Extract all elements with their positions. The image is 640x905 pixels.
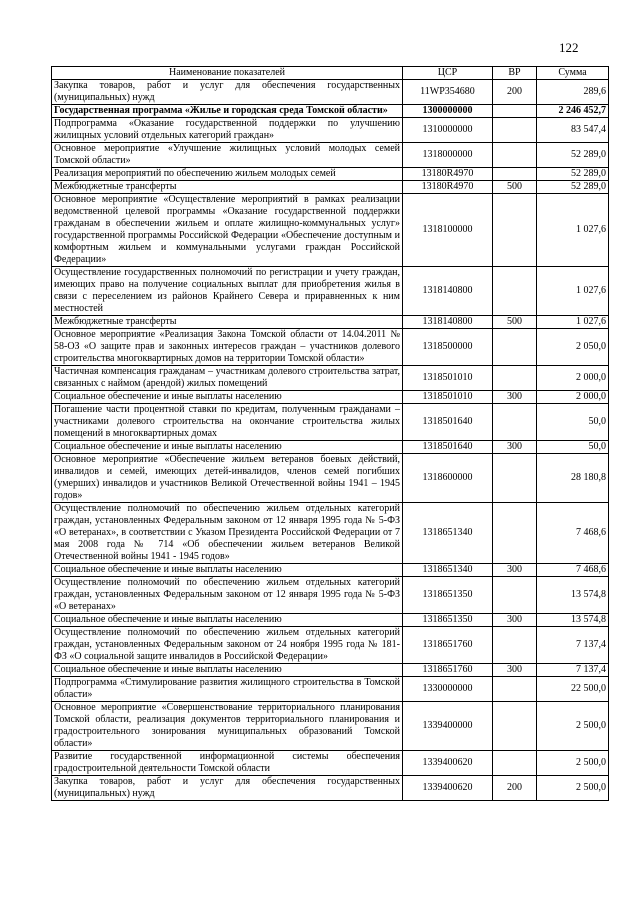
row-sum-cell: 2 500,0 <box>537 776 609 801</box>
row-vr-cell <box>493 454 537 503</box>
row-name-cell: Осуществление полномочий по обеспечению жильем отдельных категорий граждан, установленных Федеральным законом от 12 января 1995 года № 5-ФЗ «О ветеранах» <box>52 577 403 614</box>
row-vr-cell: 300 <box>493 441 537 454</box>
table-row <box>52 702 609 751</box>
row-sum-cell: 1 027,6 <box>537 267 609 316</box>
table-row <box>52 267 609 316</box>
row-vr-cell <box>493 118 537 143</box>
row-vr-cell <box>493 503 537 564</box>
table-row <box>52 181 609 194</box>
row-name-cell: Подпрограмма «Оказание государственной поддержки по улучшению жилищных условий отдельных категорий граждан» <box>52 118 403 143</box>
row-name-cell: Социальное обеспечение и иные выплаты населению <box>52 441 403 454</box>
row-csr-cell: 1318651760 <box>403 627 493 664</box>
row-vr-cell <box>493 577 537 614</box>
row-name-cell: Осуществление полномочий по обеспечению жильем отдельных категорий граждан, установленных Федеральным законом от 12 января 1995 года № 5-ФЗ «О ветеранах», в соответствии с Указом Президента Российской Федерации от 7 мая 2008 года № 714 «Об обеспечении жильем ветеранов Великой Отечественной войны 1941 - 1945 годов» <box>52 503 403 564</box>
row-csr-cell: 1318651350 <box>403 614 493 627</box>
row-sum-cell: 1 027,6 <box>537 194 609 267</box>
row-csr-cell: 1318000000 <box>403 143 493 168</box>
row-vr-cell <box>493 366 537 391</box>
row-sum-cell: 83 547,4 <box>537 118 609 143</box>
row-csr-cell: 1318500000 <box>403 329 493 366</box>
table-row <box>52 80 609 105</box>
table-row <box>52 503 609 564</box>
table-row <box>52 105 609 118</box>
row-vr-cell: 200 <box>493 776 537 801</box>
row-sum-cell: 2 500,0 <box>537 702 609 751</box>
row-name-cell: Государственная программа «Жилье и городская среда Томской области» <box>52 105 403 118</box>
row-name-cell: Развитие государственной информационной системы обеспечения градостроительной деятельности Томской области <box>52 751 403 776</box>
column-header-name: Наименование показателей <box>52 67 403 80</box>
column-header-vr: ВР <box>493 67 537 80</box>
table-row <box>52 391 609 404</box>
row-csr-cell: 13180R4970 <box>403 168 493 181</box>
table-row <box>52 614 609 627</box>
table-row <box>52 627 609 664</box>
table-header-row <box>52 67 609 80</box>
row-csr-cell: 11WP354680 <box>403 80 493 105</box>
row-vr-cell: 500 <box>493 316 537 329</box>
table-row <box>52 118 609 143</box>
row-name-cell: Осуществление государственных полномочий по регистрации и учету граждан, имеющих право на получение социальных выплат для приобретения жилья в связи с переселением из районов Крайнего Севера и приравненных к ним местностей <box>52 267 403 316</box>
row-vr-cell <box>493 105 537 118</box>
table-row <box>52 441 609 454</box>
row-sum-cell: 7 137,4 <box>537 664 609 677</box>
row-name-cell: Основное мероприятие «Улучшение жилищных условий молодых семей Томской области» <box>52 143 403 168</box>
row-vr-cell <box>493 168 537 181</box>
row-name-cell: Межбюджетные трансферты <box>52 181 403 194</box>
row-name-cell: Погашение части процентной ставки по кредитам, полученным гражданами – участниками долевого строительства на окончание строительства жилых помещений в многоквартирных домах <box>52 404 403 441</box>
row-sum-cell: 2 050,0 <box>537 329 609 366</box>
row-sum-cell: 22 500,0 <box>537 677 609 702</box>
row-vr-cell <box>493 702 537 751</box>
row-vr-cell: 300 <box>493 391 537 404</box>
row-name-cell: Социальное обеспечение и иные выплаты населению <box>52 664 403 677</box>
row-sum-cell: 7 468,6 <box>537 503 609 564</box>
row-vr-cell <box>493 404 537 441</box>
row-name-cell: Основное мероприятие «Осуществление мероприятий в рамках реализации ведомственной целевой программы «Оказание государственной поддержки гражданам в обеспечении жильем и оплате жилищно-коммунальных услуг» государственной программы Российской Федерации «Обеспечение доступным и комфортным жильем и коммунальными услугами граждан Российской Федерации» <box>52 194 403 267</box>
row-vr-cell <box>493 677 537 702</box>
table-row <box>52 316 609 329</box>
table-row <box>52 677 609 702</box>
page-number: 122 <box>559 40 579 55</box>
row-name-cell: Подпрограмма «Стимулирование развития жилищного строительства в Томской области» <box>52 677 403 702</box>
row-csr-cell: 1318100000 <box>403 194 493 267</box>
row-csr-cell: 1339400000 <box>403 702 493 751</box>
row-csr-cell: 1318651340 <box>403 503 493 564</box>
row-sum-cell: 7 137,4 <box>537 627 609 664</box>
row-vr-cell: 300 <box>493 664 537 677</box>
row-csr-cell: 1318140800 <box>403 316 493 329</box>
row-csr-cell: 1318651340 <box>403 564 493 577</box>
row-vr-cell <box>493 194 537 267</box>
row-vr-cell <box>493 267 537 316</box>
row-csr-cell: 1318501640 <box>403 441 493 454</box>
row-sum-cell: 52 289,0 <box>537 143 609 168</box>
row-csr-cell: 1318501010 <box>403 391 493 404</box>
row-csr-cell: 1318501640 <box>403 404 493 441</box>
row-sum-cell: 2 246 452,7 <box>537 105 609 118</box>
row-vr-cell <box>493 627 537 664</box>
table-row <box>52 366 609 391</box>
row-vr-cell: 300 <box>493 564 537 577</box>
row-csr-cell: 1318140800 <box>403 267 493 316</box>
row-csr-cell: 1330000000 <box>403 677 493 702</box>
row-csr-cell: 1339400620 <box>403 751 493 776</box>
column-header-sum: Сумма <box>537 67 609 80</box>
row-sum-cell: 52 289,0 <box>537 168 609 181</box>
row-sum-cell: 7 468,6 <box>537 564 609 577</box>
row-vr-cell <box>493 751 537 776</box>
row-csr-cell: 1318600000 <box>403 454 493 503</box>
row-sum-cell: 2 000,0 <box>537 366 609 391</box>
row-sum-cell: 2 000,0 <box>537 391 609 404</box>
row-vr-cell <box>493 329 537 366</box>
row-name-cell: Осуществление полномочий по обеспечению жильем отдельных категорий граждан, установленных Федеральным законом от 24 ноября 1995 года № 181-ФЗ «О социальной защите инвалидов в Российской Федерации» <box>52 627 403 664</box>
row-csr-cell: 13180R4970 <box>403 181 493 194</box>
row-vr-cell: 200 <box>493 80 537 105</box>
row-csr-cell: 1318651760 <box>403 664 493 677</box>
row-name-cell: Социальное обеспечение и иные выплаты населению <box>52 391 403 404</box>
row-name-cell: Основное мероприятие «Обеспечение жильем ветеранов боевых действий, инвалидов и семей, имеющих детей-инвалидов, членов семей погибших (умерших) инвалидов и участников Великой Отечественной войны 1941 – 1945 годов» <box>52 454 403 503</box>
table-row <box>52 168 609 181</box>
row-sum-cell: 1 027,6 <box>537 316 609 329</box>
row-name-cell: Закупка товаров, работ и услуг для обеспечения государственных (муниципальных) нужд <box>52 80 403 105</box>
row-sum-cell: 13 574,8 <box>537 577 609 614</box>
row-sum-cell: 52 289,0 <box>537 181 609 194</box>
table-row <box>52 143 609 168</box>
row-csr-cell: 1339400620 <box>403 776 493 801</box>
row-sum-cell: 13 574,8 <box>537 614 609 627</box>
row-name-cell: Основное мероприятие «Совершенствование территориального планирования Томской области, реализация документов территориального планирования и градостроительного зонирования муниципальных образований Томской области» <box>52 702 403 751</box>
table-row <box>52 751 609 776</box>
row-name-cell: Социальное обеспечение и иные выплаты населению <box>52 614 403 627</box>
table-row <box>52 194 609 267</box>
row-sum-cell: 28 180,8 <box>537 454 609 503</box>
row-name-cell: Основное мероприятие «Реализация Закона Томской области от 14.04.2011 № 58-ОЗ «О защите прав и законных интересов граждан – участников долевого строительства многоквартирных домов на территории Томской области» <box>52 329 403 366</box>
table-row <box>52 577 609 614</box>
table-row <box>52 564 609 577</box>
row-csr-cell: 1318501010 <box>403 366 493 391</box>
table-body <box>52 80 609 801</box>
row-name-cell: Частичная компенсация гражданам – участникам долевого строительства затрат, связанных с наймом (арендой) жилых помещений <box>52 366 403 391</box>
row-sum-cell: 2 500,0 <box>537 751 609 776</box>
row-vr-cell: 500 <box>493 181 537 194</box>
row-vr-cell: 300 <box>493 614 537 627</box>
table-row <box>52 664 609 677</box>
row-name-cell: Социальное обеспечение и иные выплаты населению <box>52 564 403 577</box>
row-name-cell: Межбюджетные трансферты <box>52 316 403 329</box>
row-csr-cell: 1300000000 <box>403 105 493 118</box>
row-csr-cell: 1310000000 <box>403 118 493 143</box>
budget-table <box>51 66 609 801</box>
table-row <box>52 404 609 441</box>
row-sum-cell: 50,0 <box>537 441 609 454</box>
column-header-csr: ЦСР <box>403 67 493 80</box>
row-name-cell: Реализация мероприятий по обеспечению жильем молодых семей <box>52 168 403 181</box>
row-csr-cell: 1318651350 <box>403 577 493 614</box>
table-row <box>52 776 609 801</box>
table-row <box>52 454 609 503</box>
table-row <box>52 329 609 366</box>
row-sum-cell: 289,6 <box>537 80 609 105</box>
row-sum-cell: 50,0 <box>537 404 609 441</box>
row-name-cell: Закупка товаров, работ и услуг для обеспечения государственных (муниципальных) нужд <box>52 776 403 801</box>
row-vr-cell <box>493 143 537 168</box>
